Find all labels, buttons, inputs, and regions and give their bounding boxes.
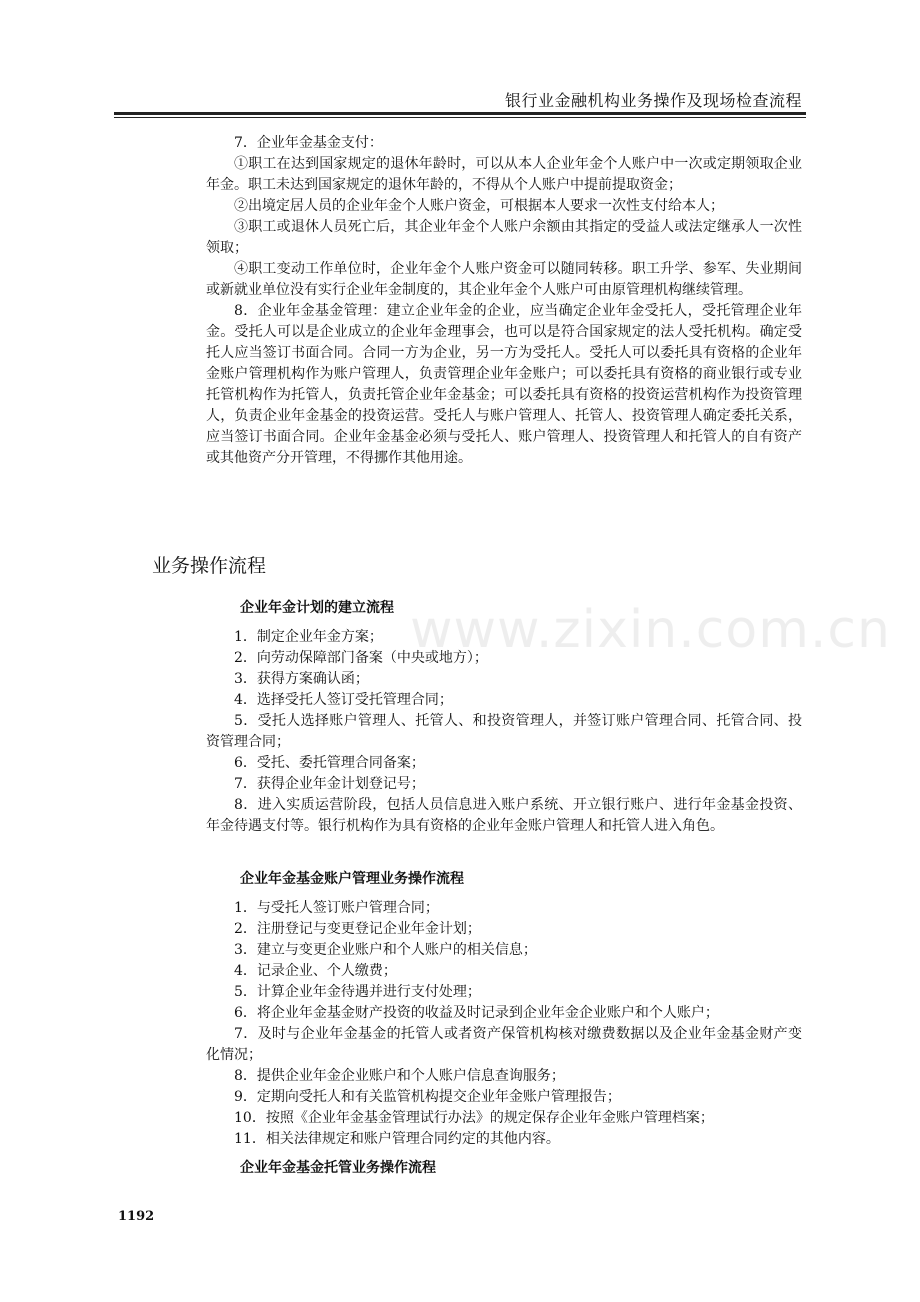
list-item: 11．相关法律规定和账户管理合同约定的其他内容。 [234, 1131, 560, 1147]
list-item: 7．及时与企业年金基金的托管人或者资产保管机构核对缴费数据以及企业年金基金财产变化情况； [206, 1026, 802, 1063]
header-rule-thick [114, 112, 806, 115]
header-rule-thin [114, 117, 806, 118]
running-header-title: 银行业金融机构业务操作及现场检查流程 [504, 91, 802, 110]
list-item: 3．获得方案确认函； [234, 671, 369, 687]
subsection-plan-establishment [206, 598, 802, 837]
step-list [206, 898, 802, 1150]
paragraph-7-item-4: ④职工变动工作单位时，企业年金个人账户资金可以随同转移。职工升学、参军、失业期间或新就业单位没有实行企业年金制度的，其企业年金个人账户可由原管理机构继续管理。 [206, 261, 802, 298]
paragraph-8: 8．企业年金基金管理：建立企业年金的企业，应当确定企业年金受托人，受托管理企业年金。受托人可以是企业成立的企业年金理事会，也可以是符合国家规定的法人受托机构。确定受托人应当签订书面合同。合同一方为企业，另一方为受托人。受托人可以委托具有资格的企业年金账户管理机构作为账户管理人，负责管理企业年金账户；可以委托具有资格的商业银行或专业托管机构作为托管人，负责托管企业年金基金；可以委托具有资格的投资运营机构作为投资管理人，负责企业年金基金的投资运营。受托人与账户管理人、托管人、投资管理人确定委托关系，应当签订书面合同。企业年金基金必须与受托人、账户管理人、投资管理人和托管人的自有资产或其他资产分开管理，不得挪作其他用途。 [206, 303, 802, 466]
step-list [206, 627, 802, 837]
section-heading: 业务操作流程 [152, 555, 267, 577]
subsection-custody [206, 1158, 802, 1179]
watermark: www.zixin.com.cn [410, 600, 891, 660]
paragraph-7-item-1: ①职工在达到国家规定的退休年龄时，可以从本人企业年金个人账户中一次或定期领取企业年金。职工未达到国家规定的退休年龄的，不得从个人账户中提前提取资金； [206, 156, 802, 193]
list-item: 6．将企业年金基金财产投资的收益及时记录到企业年金企业账户和个人账户； [234, 1005, 719, 1021]
paragraph-7-item-3: ③职工或退休人员死亡后，其企业年金个人账户余额由其指定的受益人或法定继承人一次性领取； [206, 219, 802, 256]
subsection-title: 企业年金基金账户管理业务操作流程 [240, 871, 464, 887]
list-item: 5．受托人选择账户管理人、托管人、和投资管理人，并签订账户管理合同、托管合同、投资管理合同； [206, 713, 802, 750]
paragraph-7-title: 7．企业年金基金支付： [234, 135, 383, 151]
intro-section [206, 133, 802, 469]
list-item: 7．获得企业年金计划登记号； [234, 776, 425, 792]
subsection-account-management [206, 869, 802, 1150]
list-item: 4．选择受托人签订受托管理合同； [234, 692, 453, 708]
list-item: 6．受托、委托管理合同备案； [234, 755, 425, 771]
list-item: 9．定期向受托人和有关监管机构提交企业年金账户管理报告； [234, 1089, 621, 1105]
list-item: 4．记录企业、个人缴费； [234, 963, 397, 979]
list-item: 1．制定企业年金方案； [234, 629, 383, 645]
list-item: 5．计算企业年金待遇并进行支付处理； [234, 984, 481, 1000]
list-item: 3．建立与变更企业账户和个人账户的相关信息； [234, 942, 537, 958]
subsection-title: 企业年金基金托管业务操作流程 [240, 1160, 436, 1176]
list-item: 2．向劳动保障部门备案（中央或地方）； [234, 650, 488, 666]
paragraph-7-item-2: ②出境定居人员的企业年金个人账户资金，可根据本人要求一次性支付给本人； [234, 198, 724, 214]
page-number: 1192 [118, 1209, 155, 1224]
subsection-title: 企业年金计划的建立流程 [240, 600, 394, 616]
list-item: 1．与受托人签订账户管理合同； [234, 900, 439, 916]
list-item: 8．进入实质运营阶段，包括人员信息进入账户系统、开立银行账户、进行年金基金投资、年金待遇支付等。银行机构作为具有资格的企业年金账户管理人和托管人进入角色。 [206, 797, 802, 834]
list-item: 2．注册登记与变更登记企业年金计划； [234, 921, 481, 937]
list-item: 8．提供企业年金企业账户和个人账户信息查询服务； [234, 1068, 565, 1084]
list-item: 10．按照《企业年金基金管理试行办法》的规定保存企业年金账户管理档案； [234, 1110, 714, 1126]
